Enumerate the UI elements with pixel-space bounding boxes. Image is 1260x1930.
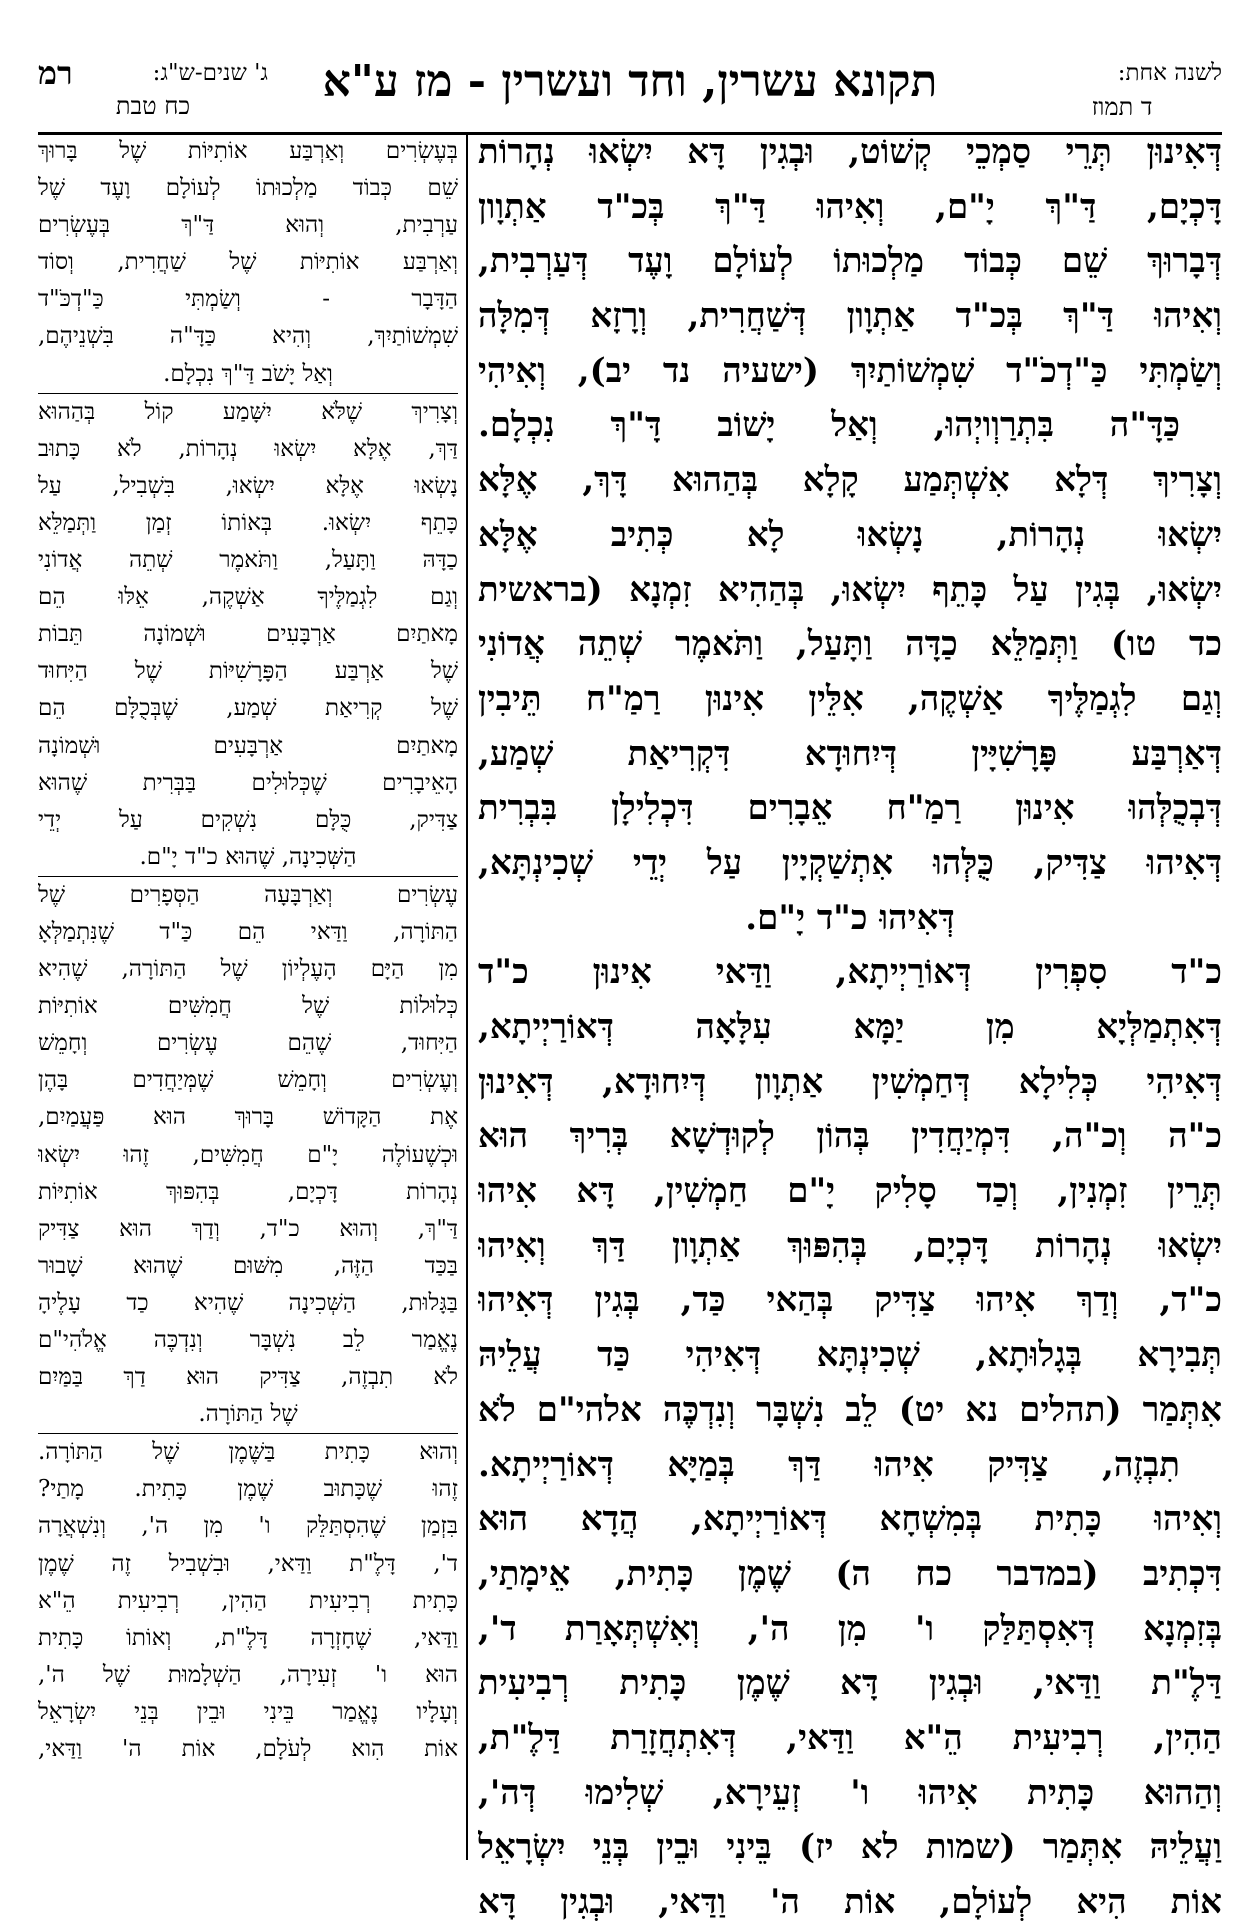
page-title: תקונא עשרין, וחד ועשרין - מז ע"א xyxy=(322,56,938,107)
translation-text-line: הַדָּבָר - וְשַׂמְתִּי כַּ"דְכֹּ"ד xyxy=(38,286,458,313)
translation-text-line: בַּכַּד הַזֶּה, מִשּׁוּם שֶׁהוּא שָׁבוּר xyxy=(38,1252,458,1279)
hebrew-translation-column xyxy=(38,133,458,1768)
translation-text-line: וַדַּאי, שֶׁחָזְרָה דָּלֶ"ת, וְאוֹתוֹ כָּתִית xyxy=(38,1624,458,1651)
translation-text-line: הָאֵיבָרִים שֶׁכְּלוּלִים בַּבְּרִית שֶׁהוּא xyxy=(38,769,458,796)
translation-text-line: עֶשְׂרִים וְאַרְבָּעָה הַסְּפָרִים שֶׁל xyxy=(38,876,458,914)
schedule-three-years-date: כח טבת xyxy=(115,92,191,120)
schedule-one-year-date: ד תמוז xyxy=(1091,93,1153,121)
translation-text-line: זֶהוּ שֶׁכָּתוּב שֶׁמֶן כָּתִית. מָתַי? xyxy=(38,1476,458,1503)
translation-text-line: הוּא ו' זְעִירָה, הַשְׁלָמוּת שֶׁל ה', xyxy=(38,1661,458,1688)
translation-text-line: אוֹת הִוא לְעֹלָם, אוֹת ה' וַדַּאי, xyxy=(38,1736,458,1763)
main-text-line: דְּאִיהוּ כ"ד יָ"ם. xyxy=(745,897,955,938)
main-text-line: כ"ה וְכ"ה, דִּמְיַחֲדִין בְּהוֹן לְקוּדְשָׁא בְּרִיךְ הוּא xyxy=(478,1116,1222,1157)
translation-text-line: הַתּוֹרָה, וַדַּאי הֵם כַּ"ד שֶׁנִּתְמַלְּאָ xyxy=(38,918,458,945)
page-number: רמ xyxy=(38,54,73,92)
translation-text-line: בְּעֶשְׂרִים וְאַרְבַּע אוֹתִיּוֹת שֶׁל בָּרוּךְ xyxy=(38,138,458,164)
main-aramaic-column xyxy=(478,125,1222,1930)
main-text-line: דְּאִינוּן תְּרֵי סַמְכֵי קְשׁוֹט, וּבְגִין דָּא יִשְׂאוּ נְהָרוֹת xyxy=(478,132,1222,172)
main-text-line: וְצָרִיךְ דְּלָא אִשְׁתְּמַע קָלָא בְּהַהוּא דָּךְ, אֶלָּא xyxy=(478,460,1222,501)
main-text-line: דִּכְתִיב (במדבר כח ה) שֶׁמֶן כָּתִית, אֵימָתַי, xyxy=(478,1553,1222,1594)
main-text-line: דְּבְכֻלְּהוּ אִינוּן רַמַ"ח אֵבָרִים דִּכְלִילָן בִּבְרִית xyxy=(478,788,1222,829)
translation-text-line: מִן הַיָּם הָעֶלְיוֹן שֶׁל הַתּוֹרָה, שֶׁהִיא xyxy=(38,956,458,983)
translation-text-line: לֹא תִבְזֶה, צַדִּיק הוּא דַךְ בַּמַּיִם xyxy=(38,1364,458,1391)
translation-text-line: וְעָלָיו נֶאֱמַר בֵּינִי וּבֵין בְּנֵי יִשְׂרָאֵל xyxy=(38,1698,458,1725)
main-text-line: וְהַהוּא כָּתִית אִיהוּ ו' זְעֵירָא, שְׁלִימוּ דְּה', xyxy=(478,1772,1222,1813)
main-text-line: דְּאִיהִי כְּלִילָא דְּחַמְשִׁין אַתְוָון דְּיִחוּדָא, דְּאִינוּן xyxy=(478,1061,1222,1102)
main-text-line: דְּאַרְבַּע פָּרָשִׁיָּין דְּיִחוּדָא דִּקְרִיאַת שְׁמַע, xyxy=(478,733,1222,774)
translation-text-line: וְאַרְבַּע אוֹתִיּוֹת שֶׁל שַׁחֲרִית, וְסוֹד xyxy=(38,249,458,276)
main-text-line: וְגַם לִגְמַלֶּיךָ אַשְׁקֶה, אִלֵּין אִינוּן רַמַ"ח תֵּיבִין xyxy=(478,678,1222,719)
translation-text-line: שִׁמְשׁוֹתַיִךְ, וְהִיא כַּדָּ"ה בִּשְׁנֵיהֶם, xyxy=(38,323,458,350)
translation-text-line: וְצָרִיךְ שֶׁלֹּא יִשָּׁמַע קוֹל בְּהַהוּא xyxy=(38,393,458,431)
main-text-line: דְּאִיהוּ צַדִּיק, כֻּלְּהוּ אִתְשַׁקְיָין עַל יְדֵי שְׁכִינְתָּא, xyxy=(478,842,1222,883)
page-header xyxy=(38,54,1222,130)
header-schedule-three-years xyxy=(38,54,268,120)
translation-text-line: כְּלוּלוֹת שֶׁל חֲמִשִּׁים אוֹתִיּוֹת xyxy=(38,993,458,1020)
translation-text-line: נֶאֱמַר לֵב נִשְׁבָּר וְנִדְכֶּה אֱלֹהִי"ם xyxy=(38,1327,458,1353)
translation-text-line: כַדָּהּ וַתָּעַל, וַתֹּאמֶר שְׁתֵה אֲדוֹנִי xyxy=(38,547,458,574)
translation-text-line: עַרְבִית, וְהוּא דַּ"ךְ בְּעֶשְׂרִים xyxy=(38,212,458,239)
main-text-line: יִשְׂאוּ, בְּגִין עַל כָּתֵף יִשְׂאוּ, בְּהַהִיא זִמְנָא (בראשית xyxy=(478,569,1222,610)
translation-text-line: וּכְשֶׁעוֹלֶה יָ"ם חֲמִשִּׁים, זֶהוּ יִשְׂאוּ xyxy=(38,1141,458,1168)
translation-text-line: ד', דָּלֶ"ת וַדַּאי, וּבִשְׁבִיל זֶה שֶׁמֶן xyxy=(38,1550,458,1577)
schedule-one-year-label: לשנה אחת: xyxy=(1117,60,1222,86)
main-text-line: כ"ד, וְדַךְ אִיהוּ צַדִּיק בְּהַאי כַּד, בְּגִין דְּאִיהוּ xyxy=(478,1280,1222,1321)
translation-text-line: בַּגָּלוּת, הַשְּׁכִינָה שֶׁהִיא כַד עָלֶיהָ xyxy=(38,1289,458,1316)
main-text-line: תְּרֵין זִמְנִין, וְכַד סָלִיק יָ"ם חַמְשִׁין, דָּא אִיהוּ xyxy=(478,1171,1222,1212)
main-text-line: דָּכְיָם, דַּ"ךְ יָ"ם, וְאִיהוּ דַּ"ךְ בְּכ"ד אַתְוָון xyxy=(478,186,1222,227)
main-text-line: אִתְּמַר (תהלים נא יט) לֵב נִשְׁבָּר וְנִדְכֶּה אלהי"ם לֹא xyxy=(478,1389,1222,1430)
main-text-line: וַעֲלֵיהּ אִתְּמַר (שמות לא יז) בֵּינִי וּבֵין בְּנֵי יִשְׂרָאֵל xyxy=(478,1827,1222,1868)
translation-text-line: שֶׁל אַרְבַּע הַפָּרָשִׁיּוֹת שֶׁל הַיִּחוּד xyxy=(38,658,458,685)
translation-text-line: שֶׁל קְרִיאַת שְׁמַע, שֶׁבְּכֻלָּם הֵם xyxy=(38,695,458,722)
main-text-line: וְשַׂמְתִּי כַּ"דְכֹ"ד שִׁמְשׁוֹתַיִךְ (ישעיה נד יב), וְאִיהִי xyxy=(478,350,1222,391)
translation-text-line: נָשְׂאוּ אֶלָּא יִשְׂאוּ, בִּשְׁבִיל, עַל xyxy=(38,472,458,499)
translation-text-line: אֶת הַקָּדוֹשׁ בָּרוּךְ הוּא פַּעֲמַיִם, xyxy=(38,1104,458,1131)
translation-text-line: וְהוּא כָּתִית בַּשֶּׁמֶן שֶׁל הַתּוֹרָה. xyxy=(38,1433,458,1471)
translation-text-line: וְאַל יָשֹׁב דַּ"ךְ נִכְלָם. xyxy=(163,360,333,387)
translation-text-line: צַדִּיק, כֻּלָּם נִשְׁקִים עַל יְדֵי xyxy=(38,806,458,833)
main-text-line: יִשְׂאוּ נְהָרוֹת דָּכְיָם, בְּהִפּוּךְ אַתְוָון דַּךְ וְאִיהוּ xyxy=(478,1225,1222,1266)
main-text-line: דַּלֶ"ת וַדַּאי, וּבְגִין דָּא שֶׁמֶן כָּתִית רְבִיעִית xyxy=(478,1663,1222,1704)
translation-text-line: כָּתֵף יִשְׂאוּ. בְּאוֹתוֹ זְמַן וַתְּמַלֵּא xyxy=(38,509,458,536)
main-text-line: דְּבָרוּךְ שֵׁם כְּבוֹד מַלְכוּתוֹ לְעוֹלָם וָעֶד דְּעַרְבִית, xyxy=(478,241,1222,282)
main-text-line: וְאִיהוּ כָּתִית בְּמִשְׁחָא דְּאוֹרַיְיתָא, הֲדָא הוּא xyxy=(478,1499,1222,1540)
column-divider xyxy=(466,134,468,1860)
main-text-line: כַּדָּ"ה בִּתְרַוְויְהוּ, וְאַל יָשׁוֹב דָּ"ךְ נִכְלָם. xyxy=(478,405,1180,446)
translation-text-line: הַיִּחוּד, שֶׁהֵם עֶשְׂרִים וְחָמֵשׁ xyxy=(38,1030,458,1057)
translation-text-line: וְגַם לִגְמַלֶּיךָ אַשְׁקֶה, אֵלּוּ הֵם xyxy=(38,584,458,611)
main-text-line: כ"ד סִפְרִין דְּאוֹרַיְיתָא, וַדַּאי אִינוּן כ"ד xyxy=(478,952,1222,993)
translation-text-line: שֶׁל הַתּוֹרָה. xyxy=(198,1401,298,1428)
translation-text-line: שֵׁם כְּבוֹד מַלְכוּתוֹ לְעוֹלָם וָעֶד שֶׁל xyxy=(38,175,458,202)
translation-text-line: נְהָרוֹת דָּכְיָם, בְּהִפּוּךְ אוֹתִיּוֹת xyxy=(38,1178,458,1205)
header-schedule-one-year xyxy=(1022,58,1222,122)
main-text-line: וְאִיהוּ דַּ"ךְ בְּכ"ד אַתְוָון דְּשַׁחֲרִית, וְרָזָא דְּמִלָּה xyxy=(478,296,1222,337)
main-text-line: כד טו) וַתְּמַלֵּא כַדָּה וַתָּעַל, וַתֹּאמֶר שְׁתֵה אֲדוֹנִי xyxy=(478,624,1222,665)
main-text-line: דְּאִתְמַלְּיָא מִן יַמָּא עִלָּאָה דְּאוֹרַיְיתָא, xyxy=(478,1007,1222,1047)
translation-text-line: מָאתַיִם אַרְבָּעִים וּשְׁמוֹנָה xyxy=(38,732,458,759)
main-text-line: תִבְזֶה, צַדִּיק אִיהוּ דַּךְ בְּמַיָּא דְּאוֹרַיְיתָא. xyxy=(478,1444,1180,1485)
translation-text-line: כָּתִית רְבִיעִית הַהִין, רְבִיעִית הֵ"א xyxy=(38,1587,458,1614)
main-text-line: אוֹת הִיא לְעוֹלָם, אוֹת ה' וַדַּאי, וּבְגִין דָּא xyxy=(478,1882,1222,1922)
translation-text-line: וְעֶשְׂרִים וְחָמֵשׁ שֶׁמְּיַחֲדִים בָּהֶן xyxy=(38,1067,458,1094)
translation-text-line: הַשְּׁכִינָה, שֶׁהוּא כ"ד יָ"ם. xyxy=(139,843,357,870)
main-text-line: תְּבִירָא בְּגָלוּתָא, שְׁכִינְתָּא דְּאִיהִי כַּד עֲלֵיהּ xyxy=(478,1335,1222,1376)
translation-text-line: דַּ"ךְ, וְהוּא כ"ד, וְדַךְ הוּא צַדִּיק xyxy=(38,1215,458,1242)
main-text-line: יִשְׂאוּ נְהָרוֹת, נָשְׂאוּ לָא כְּתִיב אֶלָּא xyxy=(478,514,1222,555)
main-text-line: בְּזִמְנָא דְּאִסְתַּלַּק ו' מִן ה', וְאִשְׁתְּאָרַת ד', xyxy=(478,1608,1222,1649)
schedule-three-years-label: ג' שנים-ש"ג: xyxy=(152,60,268,86)
translation-text-line: בִּזְמַן שֶׁהִסְתַּלֵּק ו' מִן ה', וְנִשְׁאֲרָה xyxy=(38,1513,458,1540)
translation-text-line: דַּךְ, אֶלָּא יִשְׂאוּ נְהָרוֹת, לֹא כָּתוּב xyxy=(38,435,458,462)
main-text-line: הַהִין, רְבִיעִית הֵ"א וַדַּאי, דְּאִתְחֲזָרַת דַּלֶ"ת, xyxy=(478,1717,1222,1758)
translation-text-line: מָאתַיִם אַרְבָּעִים וּשְׁמוֹנָה תֵּבוֹת xyxy=(38,621,458,648)
